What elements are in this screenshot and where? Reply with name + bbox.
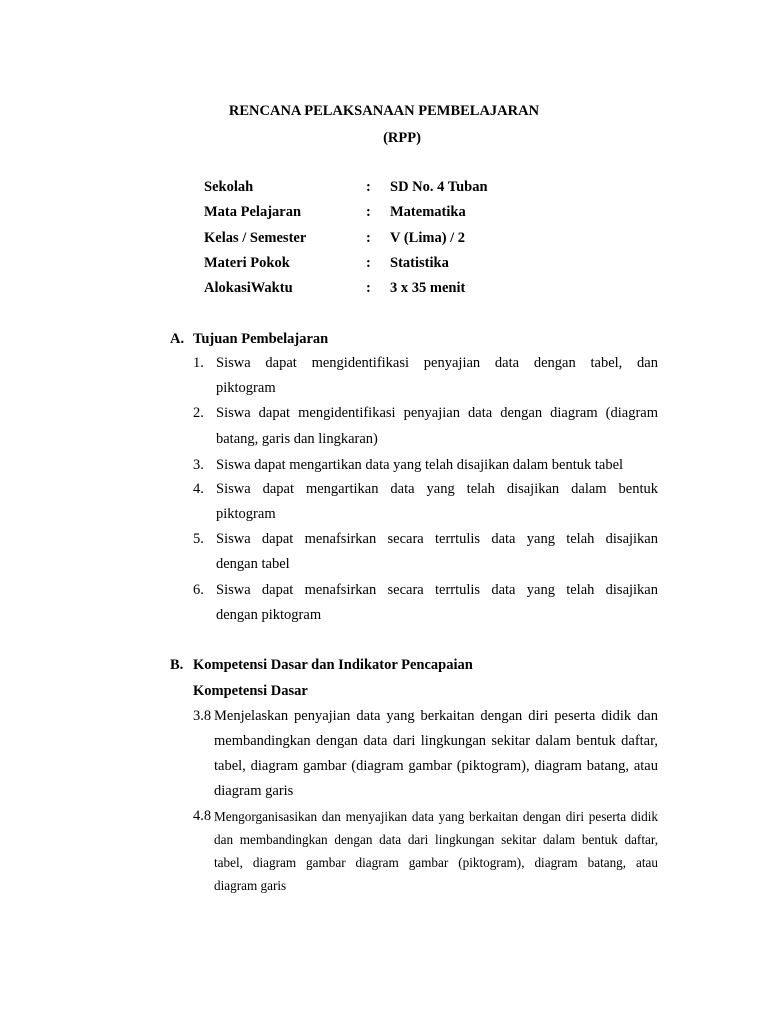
list-item-number: 1.	[193, 355, 204, 371]
list-item-text: Menjelaskan penyajian data yang berkaitan dengan diri peserta didik dan	[214, 708, 658, 724]
list-item-number: 6.	[193, 582, 204, 598]
identity-separator: :	[366, 255, 371, 271]
list-item-text: Mengorganisasikan dan menyajikan data yang berkaitan dengan diri peserta didik	[214, 809, 658, 824]
list-item-text: membandingkan dengan data dari lingkungan sekitar dalam bentuk daftar,	[214, 733, 658, 749]
list-item-text: tabel, diagram gambar (diagram gambar (piktogram), diagram batang, atau	[214, 758, 658, 774]
list-item-text: Siswa dapat mengartikan data yang telah disajikan dalam bentuk tabel	[216, 457, 624, 473]
list-item-number: 4.8	[193, 808, 212, 824]
document-subtitle: (RPP)	[383, 130, 421, 146]
list-item-text: Siswa dapat menafsirkan secara terrtulis data yang telah disajikan	[216, 531, 658, 547]
document-title: RENCANA PELAKSANAAN PEMBELAJARAN	[228, 103, 540, 119]
subsection-heading: Kompetensi Dasar	[193, 683, 308, 699]
section-a-heading: Tujuan Pembelajaran	[193, 331, 329, 347]
identity-separator: :	[366, 204, 371, 220]
list-item-text: diagram garis	[214, 783, 294, 799]
list-item-number: 5.	[193, 531, 204, 547]
list-item-text: Siswa dapat mengidentifikasi penyajian data dengan diagram (diagram	[216, 405, 658, 421]
list-item-text: Siswa dapat mengartikan data yang telah disajikan dalam bentuk	[216, 481, 658, 497]
identity-value: Statistika	[390, 255, 449, 271]
identity-separator: :	[366, 280, 371, 296]
list-item-text: dengan tabel	[216, 556, 290, 572]
identity-separator: :	[366, 179, 371, 195]
identity-value: SD No. 4 Tuban	[390, 179, 488, 195]
list-item-number: 4.	[193, 481, 204, 497]
identity-separator: :	[366, 230, 371, 246]
list-item-text: piktogram	[216, 506, 276, 522]
list-item-text: Siswa dapat menafsirkan secara terrtulis data yang telah disajikan	[216, 582, 658, 598]
list-item-number: 3.8	[193, 708, 212, 724]
section-b-heading: Kompetensi Dasar dan Indikator Pencapaian	[193, 657, 473, 673]
list-item-text: piktogram	[216, 380, 276, 396]
list-item-text: diagram garis	[214, 878, 287, 893]
section-b-marker: B.	[170, 657, 184, 673]
identity-label: Materi Pokok	[204, 255, 290, 271]
list-item-text: Siswa dapat mengidentifikasi penyajian data dengan tabel, dan	[216, 355, 658, 371]
identity-value: V (Lima) / 2	[390, 230, 466, 246]
identity-value: 3 x 35 menit	[390, 280, 466, 296]
list-item-text: dengan piktogram	[216, 607, 322, 623]
identity-value: Matematika	[390, 204, 466, 220]
identity-label: Sekolah	[204, 179, 254, 195]
list-item-number: 2.	[193, 405, 204, 421]
identity-label: AlokasiWaktu	[204, 280, 293, 296]
identity-label: Kelas / Semester	[204, 230, 307, 246]
list-item-text: batang, garis dan lingkaran)	[216, 431, 378, 447]
section-a-marker: A.	[170, 331, 185, 347]
list-item-number: 3.	[193, 457, 204, 473]
identity-label: Mata Pelajaran	[204, 204, 302, 220]
list-item-text: dan membandingkan dengan data dari lingkungan sekitar dalam bentuk daftar,	[214, 832, 658, 847]
list-item-text: tabel, diagram gambar diagram gambar (piktogram), diagram batang, atau	[214, 855, 658, 870]
